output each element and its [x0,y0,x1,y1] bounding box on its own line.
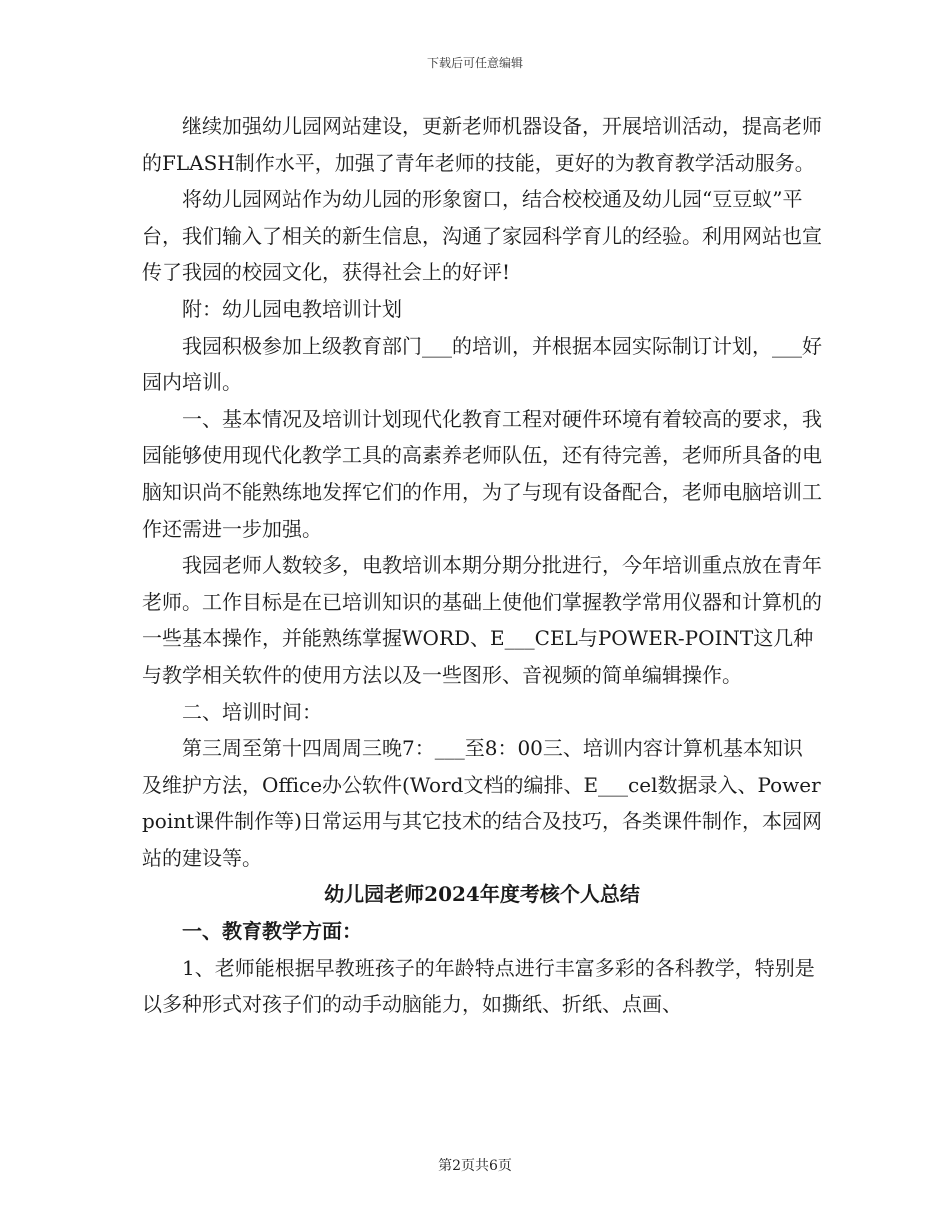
page-header: 下载后可任意编辑 [426,56,523,70]
document-body [142,108,822,1023]
paragraph-website-window: 将幼儿园网站作为幼儿园的形象窗口，结合校校通及幼儿园“豆豆蚁”平台，我们输入了相关的新生信息，沟通了家园科学育儿的经验。利用网站也宣传了我园的校园文化，获得社会上的好评! [142,187,822,285]
paragraph-training-time-heading: 二、培训时间： [182,699,322,724]
paragraph-training-intro: 我园积极参加上级教育部门___的培训，并根据本园实际制订计划，___好园内培训。 [142,333,822,395]
page-number: 第2页共6页 [438,1158,512,1174]
paragraph-appendix-heading: 附：幼儿园电教培训计划 [182,296,402,321]
paragraph-training-schedule: 第三周至第十四周周三晚7：___至8：00三、培训内容计算机基本知识及维护方法，Office办公软件(Word文档的编排、E___cel数据录入、Powerpoint课件制作等)日常运用与其它技术的结合及技巧，各类课件制作，本园网站的建设等。 [142,736,822,870]
document-title: 幼儿园老师2024年度考核个人总结 [324,882,640,907]
paragraph-teaching-item-1: 1、老师能根据早教班孩子的年龄特点进行丰富多彩的各科教学，特别是以多种形式对孩子们的动手动脑能力，如撕纸、折纸、点画、 [142,955,815,1017]
paragraph-website-construction: 继续加强幼儿园网站建设，更新老师机器设备，开展培训活动，提高老师的FLASH制作水平，加强了青年老师的技能，更好的为教育教学活动服务。 [142,114,822,175]
section-heading: 一、教育教学方面： [182,919,362,944]
paragraph-basic-situation: 一、基本情况及培训计划现代化教育工程对硬件环境有着较高的要求，我园能够使用现代化教学工具的高素养老师队伍，还有待完善，老师所具备的电脑知识尚不能熟练地发挥它们的作用，为了与现有设备配合，老师电脑培训工作还需进一步加强。 [142,406,822,541]
paragraph-training-goals: 我园老师人数较多，电教培训本期分期分批进行，今年培训重点放在青年老师。工作目标是在已培训知识的基础上使他们掌握教学常用仪器和计算机的一些基本操作，并能熟练掌握WORD、E___CEL与POWER-POINT这几种与教学相关软件的使用方法以及一些图形、音视频的简单编辑操作。 [142,553,822,687]
